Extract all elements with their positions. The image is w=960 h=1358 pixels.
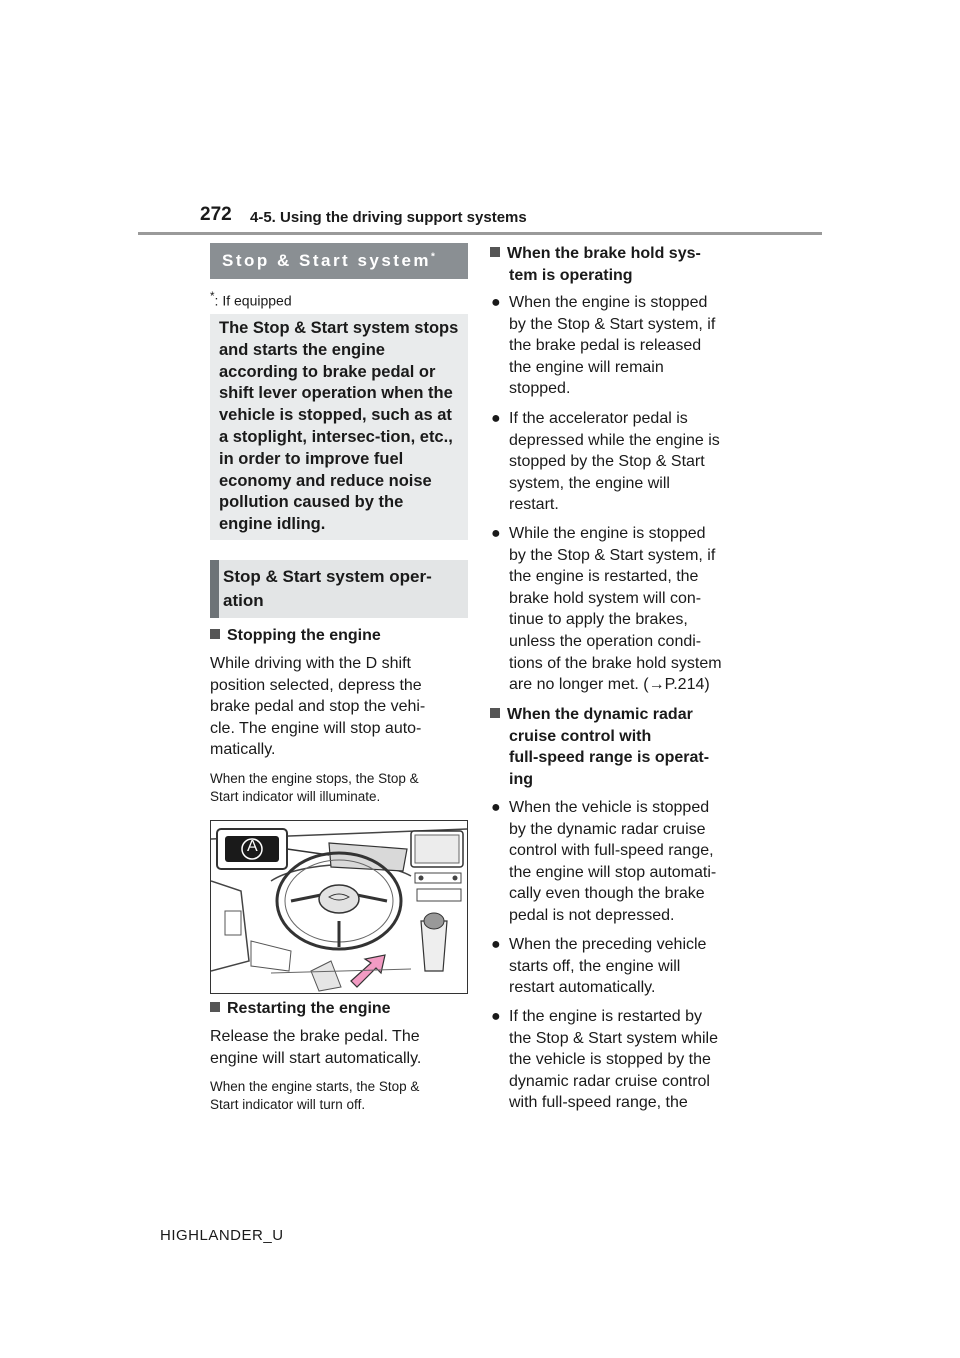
text-line: the vehicle is stopped by the [509,1051,711,1069]
text-line: system, the engine will [509,474,670,492]
header-rule [138,232,822,235]
bullet-item-5 [490,934,752,999]
stopping-note [210,770,470,805]
text-line: cle. The engine will stop auto- [210,719,422,737]
restarting-heading [210,998,391,1020]
text-line: restart. [509,496,559,514]
bullet-dot-icon: ● [491,799,501,816]
callout-letter: A [247,838,258,855]
text-line: by the dynamic radar cruise [509,820,706,838]
square-bullet-icon [490,708,500,718]
dashboard-illustration [210,820,468,994]
bullet-dot-icon: ● [491,1008,501,1025]
heading-line: full-speed range is operat- [509,749,710,767]
note-line: Start indicator will turn off. [210,1096,366,1112]
text-line: pedal is not depressed. [509,906,675,924]
heading-line: tem is operating [509,266,633,284]
bullet-item-6 [490,1006,752,1114]
bullet-item-3 [490,523,752,696]
restarting-paragraph [210,1026,470,1069]
bullet-dot-icon: ● [491,936,501,953]
heading-line: When the brake hold sys- [507,245,701,262]
footnote [210,290,292,309]
text-line: While driving with the D shift [210,655,411,672]
bullet-dot-icon: ● [491,410,501,427]
text-line: control with full-speed range, [509,842,714,860]
text-line: by the Stop & Start system, if [509,315,716,333]
footnote-asterisk: * [210,290,215,303]
text-line: tions of the brake hold system [509,654,722,672]
stopping-paragraph [210,653,470,761]
text-line: starts off, the engine will [509,957,681,975]
heading-line: When the dynamic radar [507,706,693,723]
square-bullet-icon [210,1002,220,1012]
intro-box [210,314,468,540]
text-line: tinue to apply the brakes, [509,611,688,629]
bullet-item-2 [490,408,752,516]
heading-asterisk: * [431,251,435,263]
restarting-note [210,1078,470,1113]
text-line: brake hold system will con- [509,589,702,607]
heading-line: ing [509,770,533,788]
section-heading-text: Stop & Start system [222,251,432,270]
text-line: by the Stop & Start system, if [509,546,716,564]
text-line: with full-speed range, the [509,1094,688,1112]
bullet-item-4 [490,797,752,927]
square-bullet-icon [490,247,500,257]
text-line: When the engine is stopped [509,294,708,311]
text-line: dynamic radar cruise control [509,1072,710,1090]
heading-line: cruise control with [509,727,652,745]
text-line: matically. [210,741,276,759]
text-line: depressed while the engine is [509,431,720,449]
subheading-band [210,560,468,618]
text-line: stopped. [509,380,571,398]
text-line: cally even though the brake [509,885,705,903]
square-bullet-icon [210,629,220,639]
text-line: the Stop & Start system while [509,1029,718,1047]
text-line: When the preceding vehicle [509,936,707,953]
footer-model: HIGHLANDER_U [160,1227,284,1244]
footnote-text: : If equipped [214,292,292,309]
text-line: the engine is restarted, the [509,568,699,586]
text-line: restart automatically. [509,979,656,997]
text-line: the engine will stop automati- [509,863,717,881]
bullet-dot-icon: ● [491,294,501,311]
text-line: position selected, depress the [210,676,422,694]
text-line: the brake pedal is released [509,337,702,355]
text-line: If the accelerator pedal is [509,410,688,427]
bullet-dot-icon: ● [491,525,501,542]
subheading-line-1: Stop & Start system oper- [223,567,432,586]
stopping-heading [210,625,381,647]
stopping-heading-text: Stopping the engine [227,627,381,644]
text-line: brake pedal and stop the vehi- [210,698,426,716]
intro-text: The Stop & Start system stops and starts the engine according to brake pedal or shift lever operation when the vehicle is stopped, such as at a stoplight, intersec-tion, etc., in order to improve fuel economy and reduce noise pollution caused by the engine idling. [219,319,459,534]
subheading-line-2: ation [223,591,264,610]
text-line: While the engine is stopped [509,525,706,542]
text-line: When the vehicle is stopped [509,799,710,816]
page-number: 272 [200,204,232,225]
text-line: are no longer met. (→P.214) [509,676,710,694]
text-line: If the engine is restarted by [509,1008,702,1025]
text-line: stopped by the Stop & Start [509,453,705,471]
bullet-item-1 [490,292,752,400]
note-line: When the engine stops, the Stop & [210,771,419,786]
text-line: Release the brake pedal. The [210,1028,420,1045]
text-line: unless the operation condi- [509,632,702,650]
section-title: 4-5. Using the driving support systems [250,209,527,226]
text-line: the engine will remain [509,358,664,376]
note-line: Start indicator will illuminate. [210,788,381,804]
restarting-heading-text: Restarting the engine [227,1000,391,1017]
note-line: When the engine starts, the Stop & [210,1079,420,1094]
brakehold-heading [490,243,750,286]
radar-heading [490,704,752,790]
section-heading [210,243,468,279]
text-line: engine will start automatically. [210,1049,422,1067]
